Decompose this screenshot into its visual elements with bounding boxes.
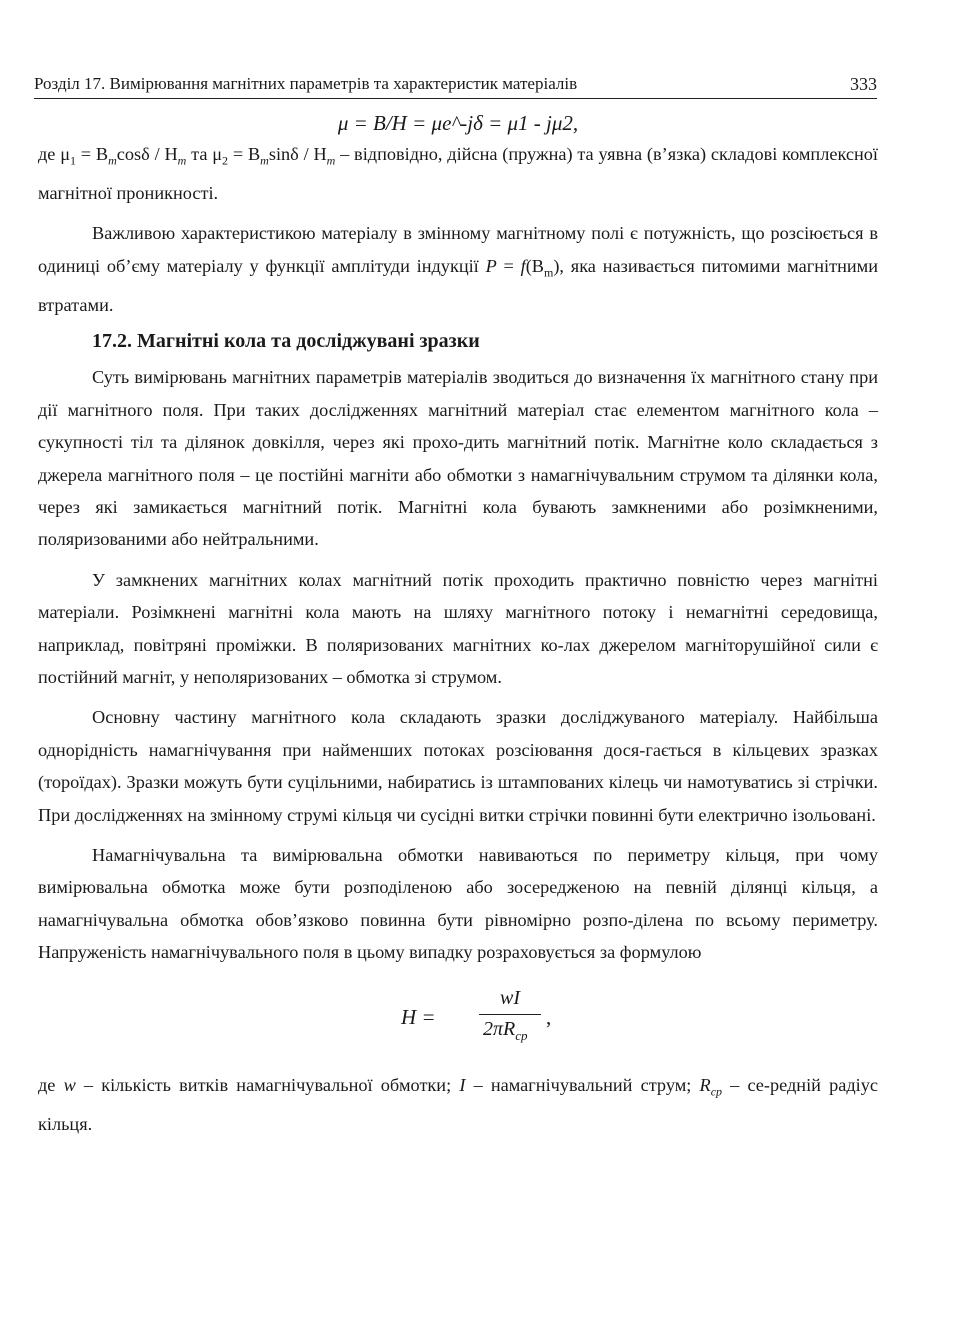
formula-lhs: H =: [401, 1004, 436, 1029]
paragraph-closed-circuits: У замкнених магнітних колах магнітний потік проходить практично повністю через магнітні матеріали. Розімкнені магнітні кола мають на шляху магнітного потоку і немагнітні середовища, наприклад, повітряні проміжки. В поляризованих магнітних ко-лах джерелом магніторушійної сили є постійний магніт, у неполяризованих – обмотка зі струмом.: [38, 569, 878, 687]
running-header: [34, 68, 877, 99]
formula-complex-permeability: μ = B/H = μe^-jδ = μ1 - jμ2,: [337, 111, 579, 135]
section-heading: 17.2. Магнітні кола та досліджувані зразки: [92, 330, 480, 353]
formula-field-strength: H = wI $2\pi R_{cp}$ ,: [401, 986, 552, 1043]
paragraph-legend: де w – кількість витків намагнічувальної обмотки; I – намагнічувальний струм; $R_{cp}$ – се-редній радіус кільця.: [38, 1074, 878, 1134]
paragraph-windings: Намагнічувальна та вимірювальна обмотки навиваються по периметру кільця, при чому вимірювальна обмотка може бути розподіленою або зосередженою на певній ділянці кільця, а намагнічувальна обмотка обов’язково повинна бути рівномірно розпо-ділена по всьому периметру. Напруженість намагнічувального поля в цьому випадку розраховується за формулою: [38, 845, 878, 963]
header-title: Розділ 17. Вимірювання магнітних параметрів та характеристик матеріалів: [34, 74, 578, 93]
paragraph-samples: Основну частину магнітного кола складають зразки досліджуваного матеріалу. Найбільша однорідність намагнічування при найменших потоках розсіювання дося-гається в кільцевих зразках (тороїдах). Зразки можуть бути суцільними, набиратись із штампованих кілець чи намотуватись зі стрічки. При дослідженнях на змінному струмі кільця чи сусідні витки стрічки повинні бути електрично ізольовані.: [38, 707, 878, 825]
paragraph-specific-losses: Важливою характеристикою матеріалу в змінному магнітному полі є потужність, що розсіюється в одиниці об’єму матеріалу у функції амплітуди індукції $P = f(B_m)$, яка називається питомими магнітними втратами.: [38, 223, 879, 315]
page-number: 333: [850, 74, 877, 94]
formula-numerator: wI: [500, 986, 520, 1009]
formula-denominator: $2\pi R_{cp}$: [483, 1017, 528, 1043]
fraction-bar: [479, 1014, 541, 1015]
paragraph-magnetic-circuit: Суть вимірювань магнітних параметрів матеріалів зводиться до визначення їх магнітного стану при дії магнітного поля. При таких дослідженнях магнітний матеріал стає елементом магнітного кола – сукупності тіл та ділянок довкілля, через які прохо-дить магнітний потік. Магнітне коло складається з джерела магнітного поля – це постійні магніти або обмотки з намагнічувальним струмом та ділянки кола, через які замикається магнітний потік. Магнітні кола бувають замкненими або розімкненими, поляризованими або нейтральними.: [38, 367, 878, 550]
page-body: [38, 108, 878, 1140]
paragraph-permeability-components: де $\mu_1 = B_m\cos\delta / H_m$ та $\mu_2 = B_m\sin\delta / H_m$ – відповідно, дійсна (пружна) та уявна (в’язка) складові комплексної магнітної проникності.: [38, 144, 878, 204]
